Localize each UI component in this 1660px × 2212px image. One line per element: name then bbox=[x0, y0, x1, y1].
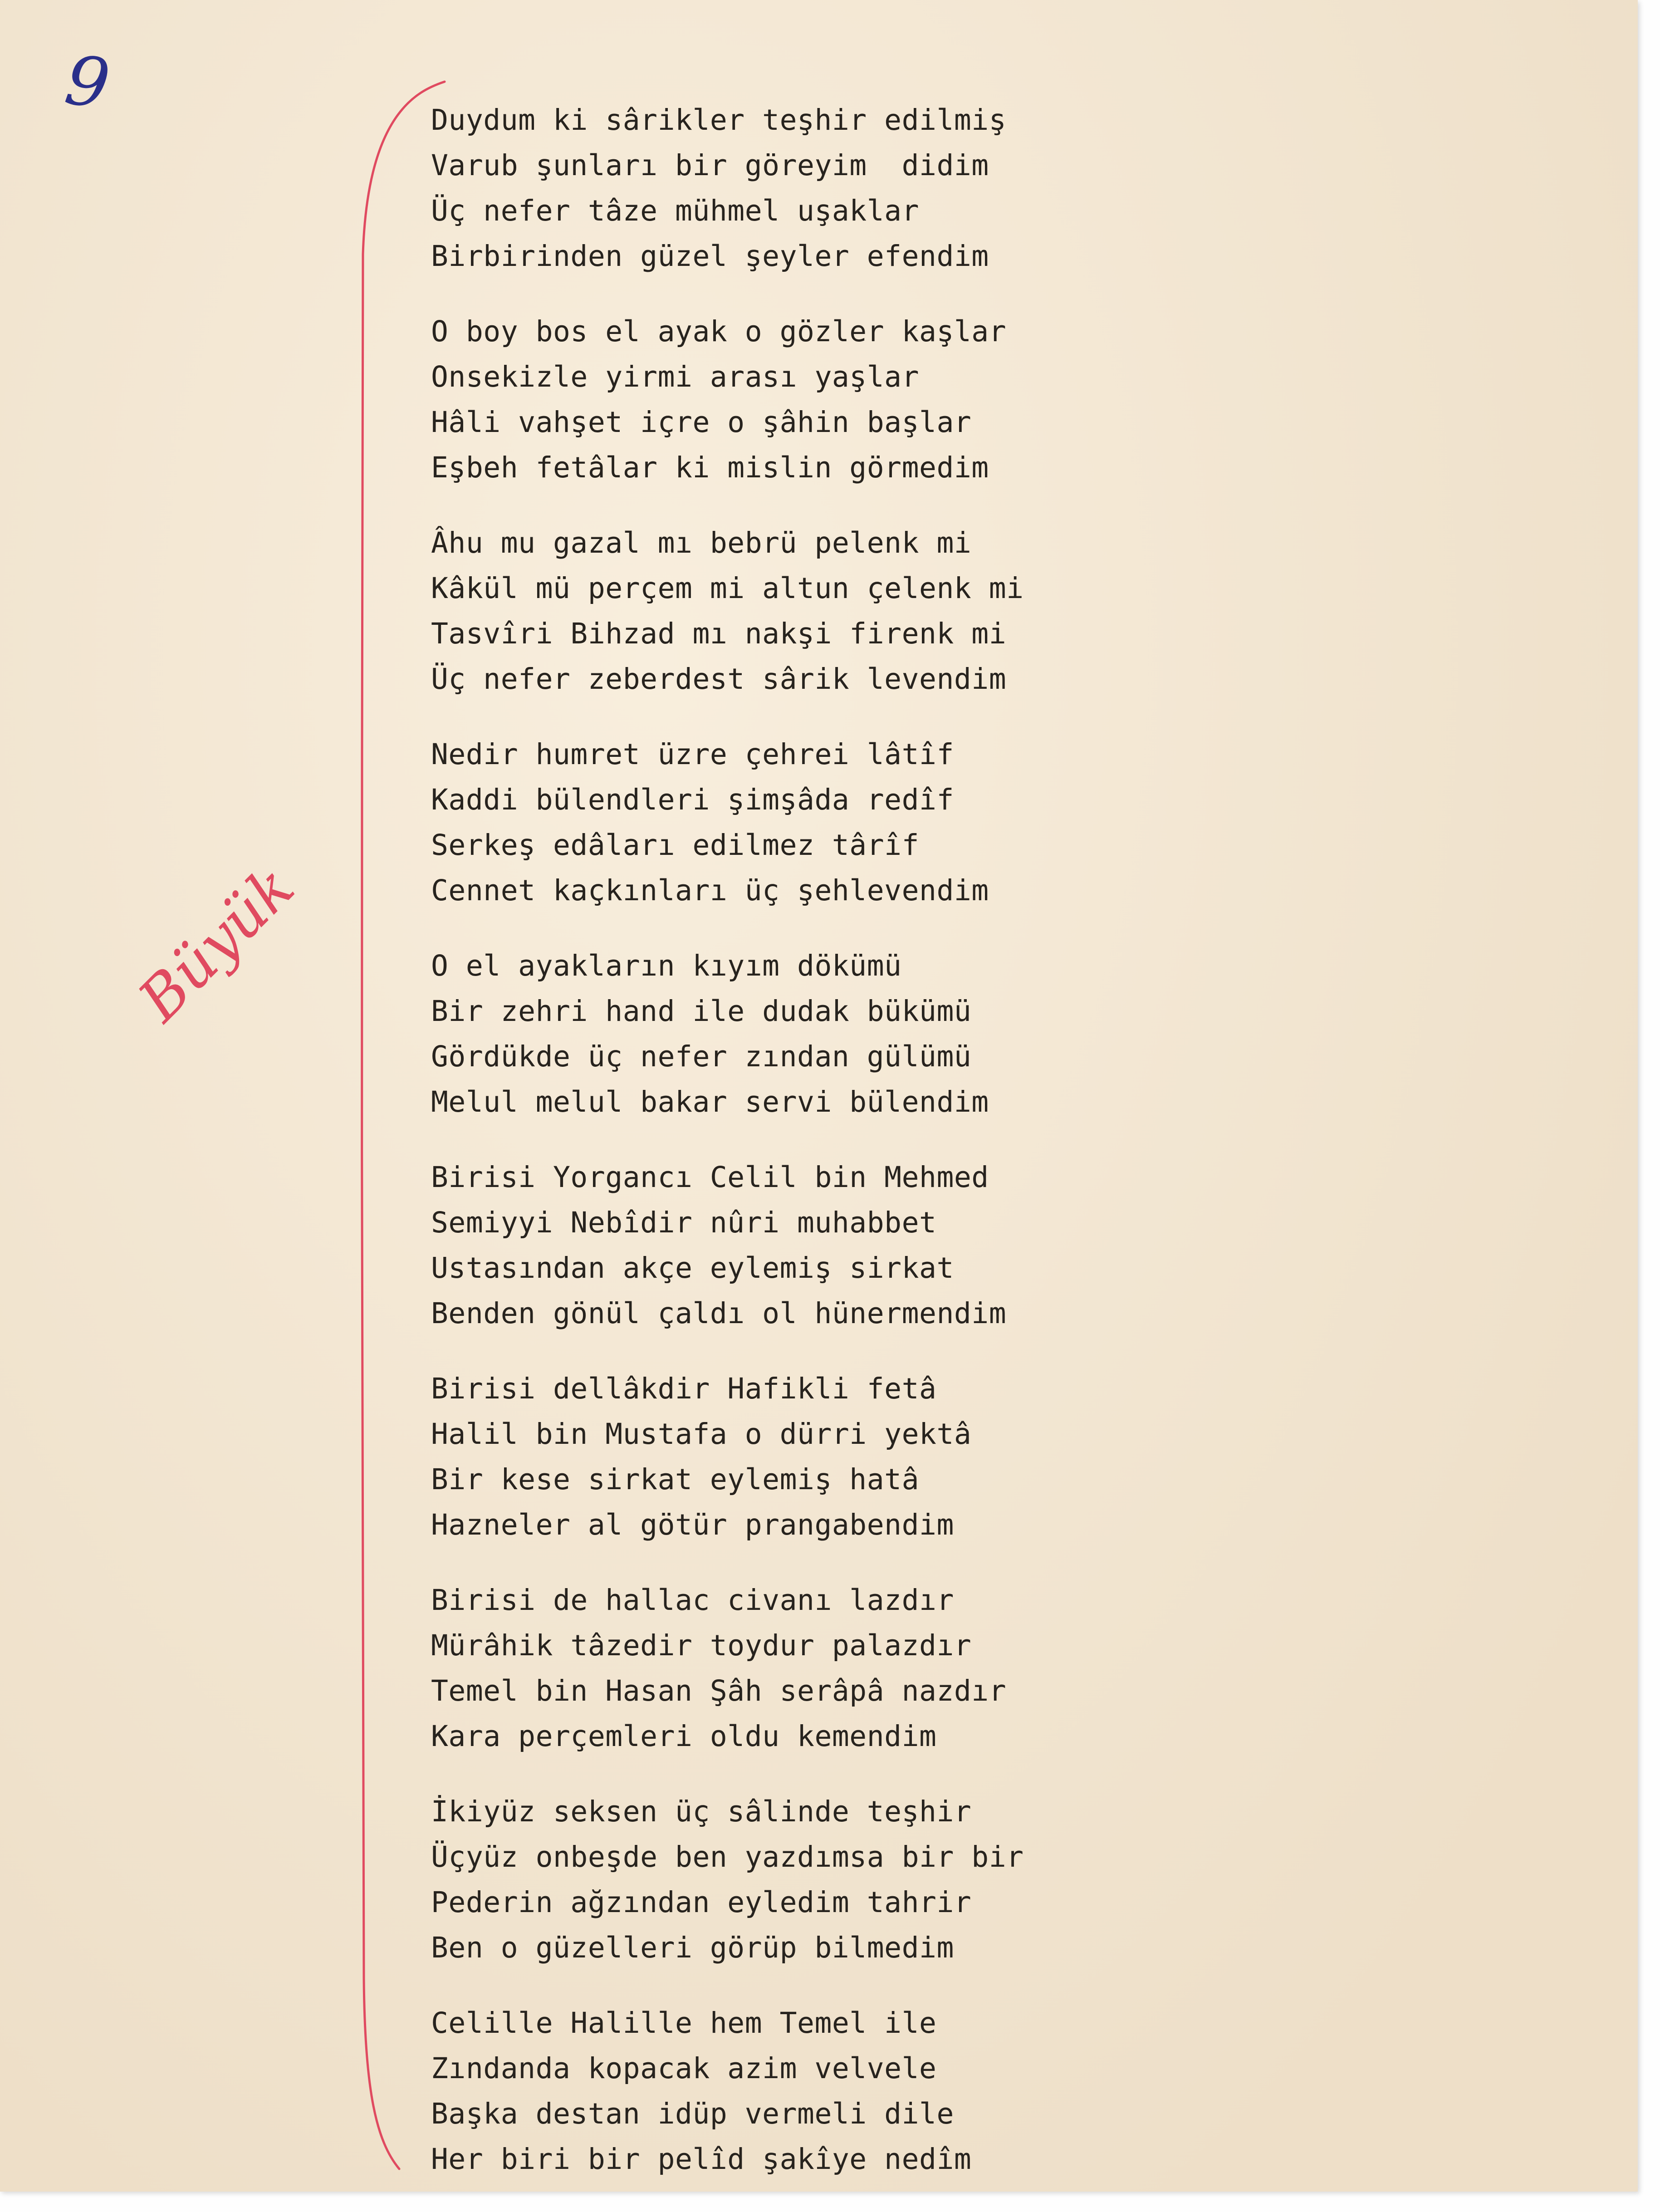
stanza bbox=[431, 943, 1024, 1125]
verse-line: Zındanda kopacak azim velvele bbox=[431, 2052, 937, 2085]
verse-line: Bir kese sirkat eylemiş hatâ bbox=[431, 1463, 920, 1496]
stanza bbox=[431, 1366, 1024, 1548]
poem-body bbox=[431, 98, 1024, 2212]
verse-line: Başka destan idüp vermeli dile bbox=[431, 2097, 954, 2130]
page-number: 9 bbox=[60, 40, 115, 125]
verse-line: O el ayakların kıyım dökümü bbox=[431, 949, 902, 982]
margin-note: Büyük bbox=[125, 852, 308, 1035]
stanza bbox=[431, 1155, 1024, 1336]
verse-line: Benden gönül çaldı ol hünermendim bbox=[431, 1297, 1007, 1330]
verse-line: Onsekizle yirmi arası yaşlar bbox=[431, 360, 920, 393]
verse-line: Temel bin Hasan Şâh serâpâ nazdır bbox=[431, 1674, 1007, 1707]
verse-line: Varub şunları bir göreyim didim bbox=[431, 149, 989, 182]
verse-line: Cennet kaçkınları üç şehlevendim bbox=[431, 874, 989, 907]
verse-line: Üç nefer zeberdest sârik levendim bbox=[431, 662, 1007, 696]
verse-line: Hâli vahşet içre o şâhin başlar bbox=[431, 406, 972, 439]
verse-line: Üç nefer tâze mühmel uşaklar bbox=[431, 194, 920, 227]
verse-line: Semiyyi Nebîdir nûri muhabbet bbox=[431, 1206, 937, 1239]
stanza bbox=[431, 732, 1024, 913]
verse-line: Kâkül mü perçem mi altun çelenk mi bbox=[431, 572, 1024, 605]
verse-line: Ben o güzelleri görüp bilmedim bbox=[431, 1931, 954, 1964]
verse-line: Nedir humret üzre çehrei lâtîf bbox=[431, 738, 954, 771]
stanza bbox=[431, 1578, 1024, 1759]
verse-line: Halil bin Mustafa o dürri yektâ bbox=[431, 1417, 972, 1451]
verse-line: Âhu mu gazal mı bebrü pelenk mi bbox=[431, 526, 972, 559]
verse-line: Melul melul bakar servi bülendim bbox=[431, 1085, 989, 1118]
stanza bbox=[431, 520, 1024, 702]
verse-line: Kara perçemleri oldu kemendim bbox=[431, 1720, 937, 1753]
verse-line: Üçyüz onbeşde ben yazdımsa bir bir bbox=[431, 1840, 1024, 1874]
verse-line: Hazneler al götür prangabendim bbox=[431, 1508, 954, 1541]
stanza bbox=[431, 309, 1024, 490]
verse-line: Gördükde üç nefer zından gülümü bbox=[431, 1040, 972, 1073]
verse-line: Birbirinden güzel şeyler efendim bbox=[431, 240, 989, 273]
verse-line: Bir zehri hand ile dudak bükümü bbox=[431, 995, 972, 1028]
verse-line: Mürâhik tâzedir toydur palazdır bbox=[431, 1629, 972, 1662]
verse-line: Serkeş edâları edilmez târîf bbox=[431, 829, 920, 862]
verse-line: O boy bos el ayak o gözler kaşlar bbox=[431, 315, 1007, 348]
stanza bbox=[431, 2001, 1024, 2182]
verse-line: Birisi de hallac civanı lazdır bbox=[431, 1584, 954, 1617]
verse-line: İkiyüz seksen üç sâlinde teşhir bbox=[431, 1795, 972, 1828]
stanza bbox=[431, 1789, 1024, 1971]
verse-line: Birisi dellâkdir Hafikli fetâ bbox=[431, 1372, 937, 1405]
verse-line: Birisi Yorgancı Celil bin Mehmed bbox=[431, 1161, 989, 1194]
verse-line: Pederin ağzından eyledim tahrir bbox=[431, 1886, 972, 1919]
verse-line: Eşbeh fetâlar ki mislin görmedim bbox=[431, 451, 989, 484]
verse-line: Her biri bir pelîd şakîye nedîm bbox=[431, 2143, 972, 2176]
stanza bbox=[431, 98, 1024, 279]
verse-line: Kaddi bülendleri şimşâda redîf bbox=[431, 783, 954, 816]
verse-line: Tasvîri Bihzad mı nakşi firenk mi bbox=[431, 617, 1007, 650]
verse-line: Celille Halille hem Temel ile bbox=[431, 2006, 937, 2040]
verse-line: Ustasından akçe eylemiş sirkat bbox=[431, 1251, 954, 1285]
verse-line: Duydum ki sârikler teşhir edilmiş bbox=[431, 103, 1007, 137]
